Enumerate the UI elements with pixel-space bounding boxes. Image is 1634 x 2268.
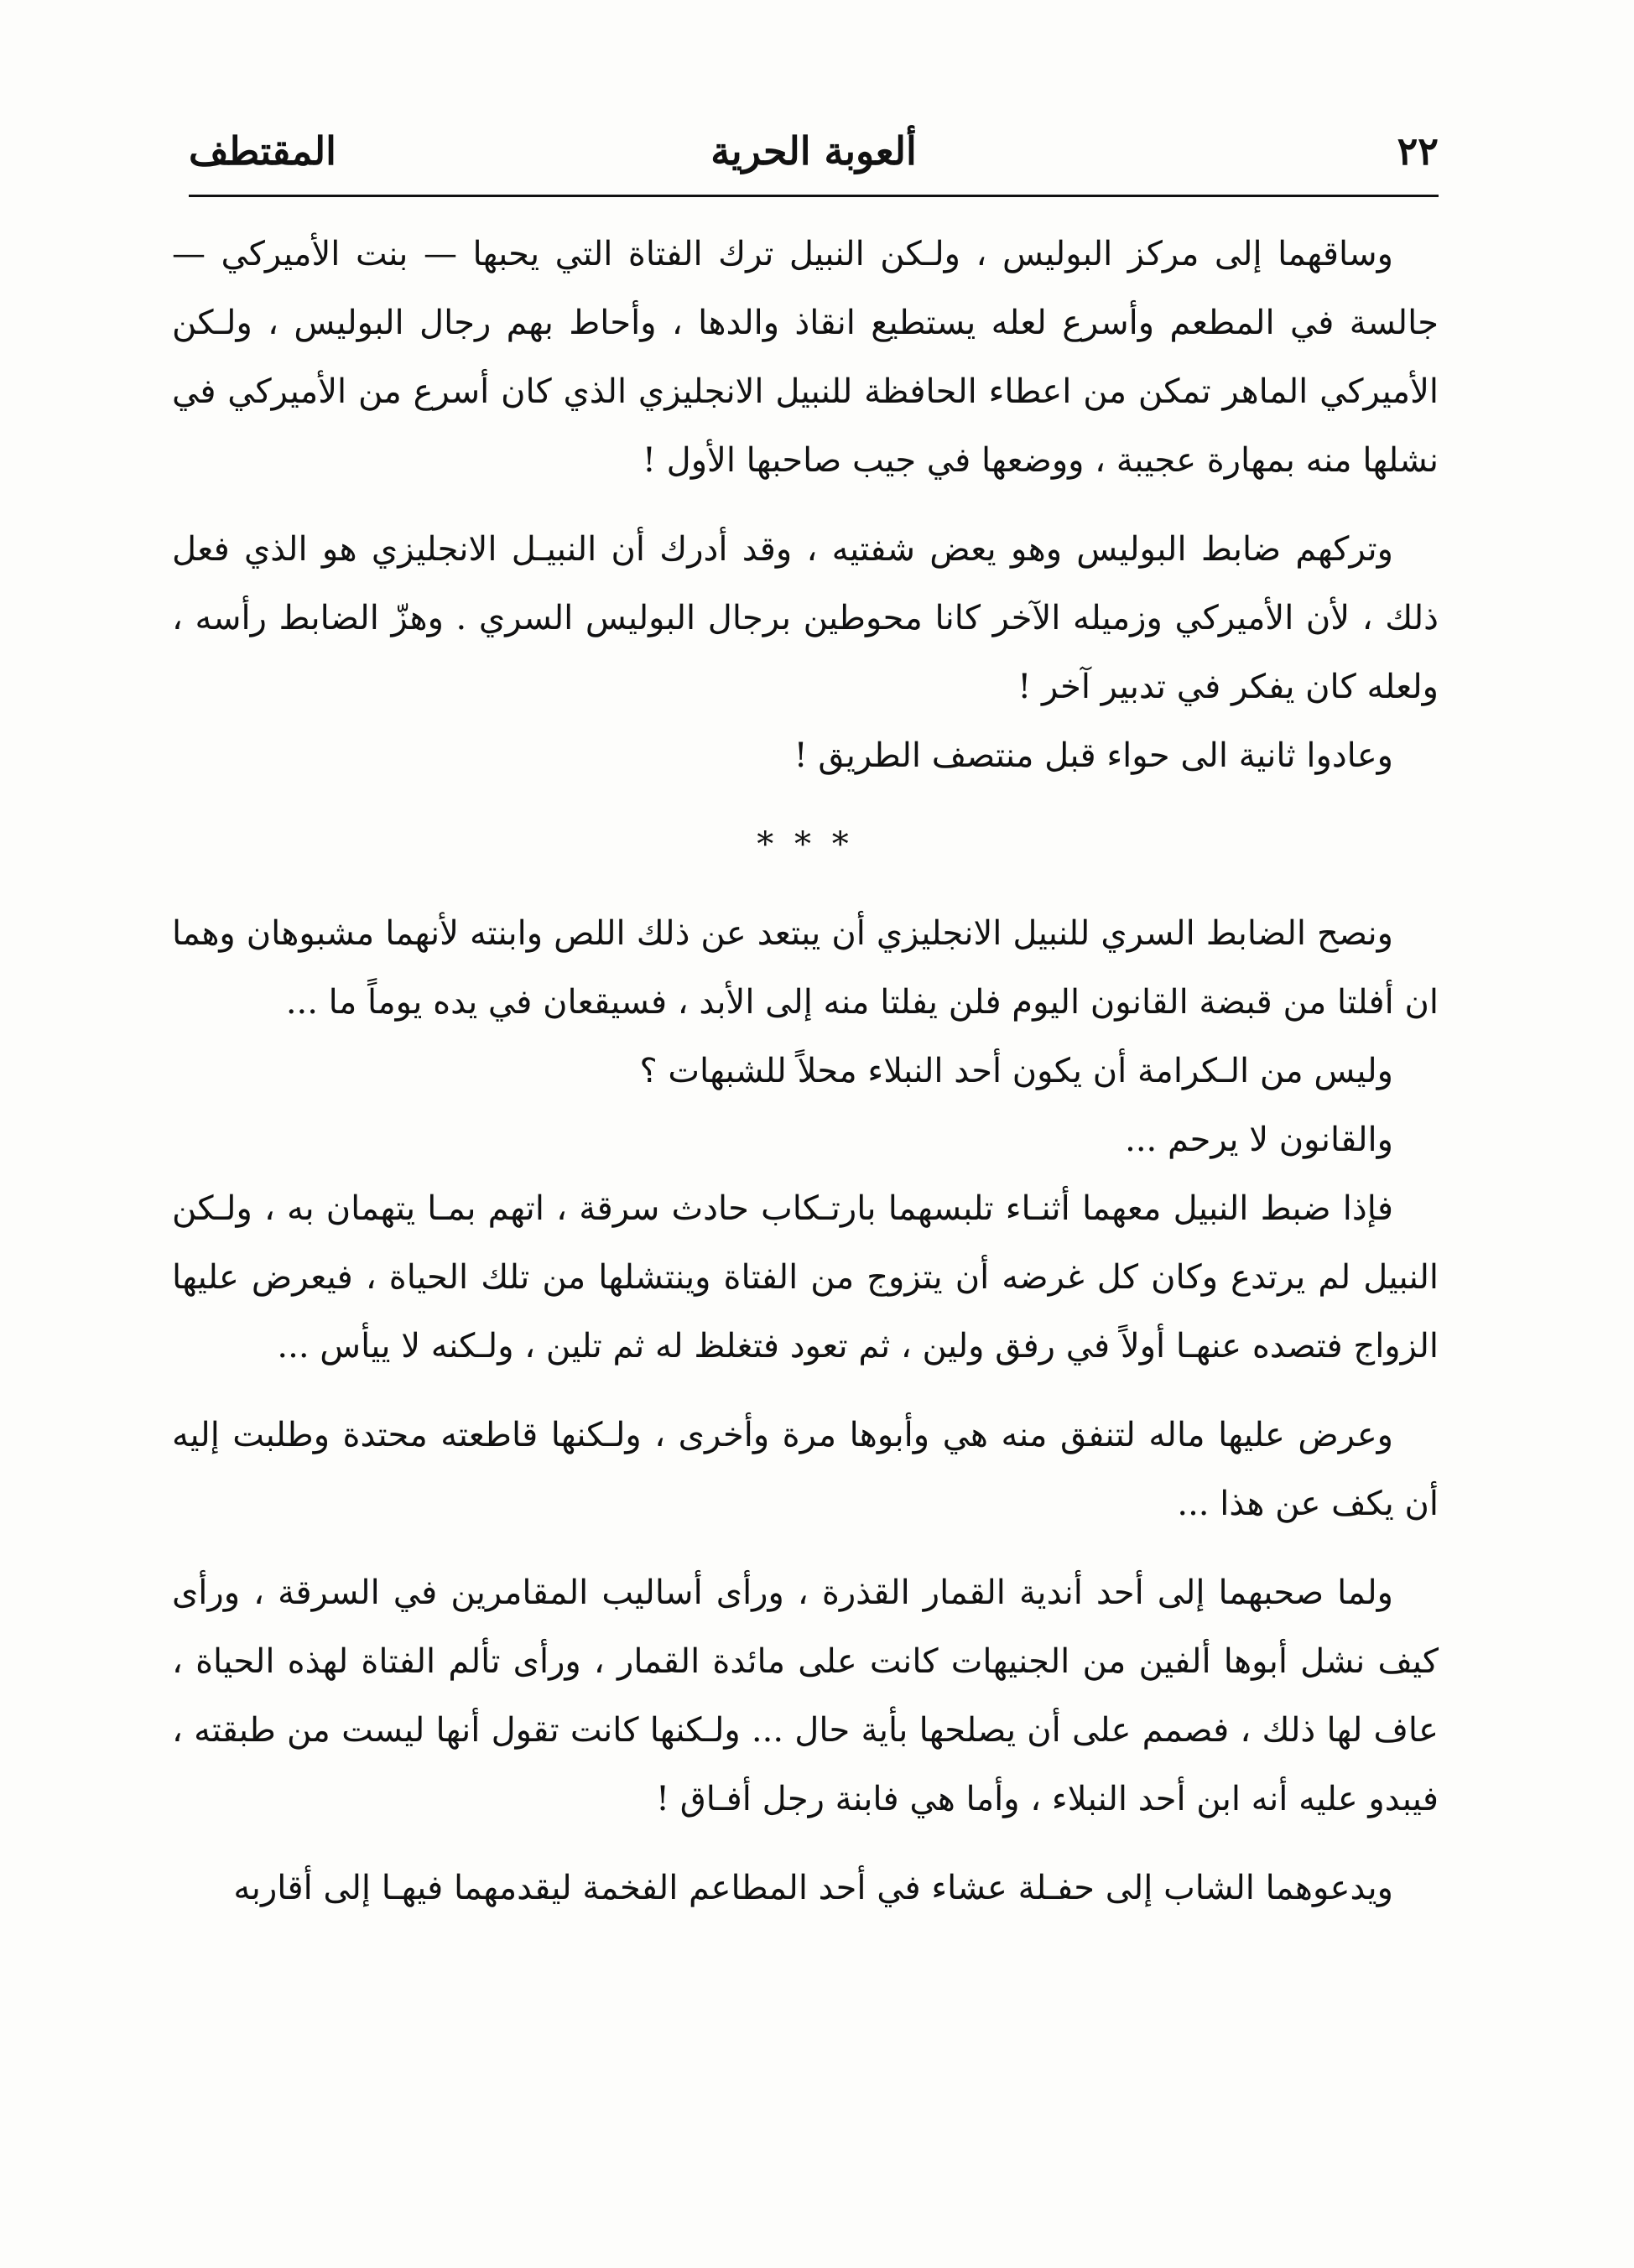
paragraph: وعادوا ثانية الى حواء قبل منتصف الطريق ! [794,736,1393,775]
paragraph: وتركهم ضابط البوليس وهو يعض شفتيه ، وقد أدرك أن النبيـل الانجليزي هو الذي فعل ذلك ، لأن الأميركي وزميله الآخر كانا محوطين برجال البوليس السري . وهزّ الضابط رأسه ، ولعله كان يفكر في تدبير آخر ! [172,530,1439,706]
running-title: ألعوبة الحرية [710,128,917,174]
paragraph: ونصح الضابط السري للنبيل الانجليزي أن يبتعد عن ذلك اللص وابنته لأنهما مشبوهان وهما ان أفلتا من قبضة القانون اليوم فلن يفلتا منه إلى الأبد ، فسيقعان في يده يوماً ما ... [172,914,1439,1022]
page-number: ٢٢ [1397,128,1439,174]
paragraph: وعرض عليها ماله لتنفق منه هي وأبوها مرة وأخرى ، ولـكنها قاطعته محتدة وطلبت إليه أن يكف عن هذا ... [172,1416,1439,1523]
paragraph: فإذا ضبط النبيل معهما أثنـاء تلبسهما بارتـكاب حادث سرقة ، اتهم بمـا يتهمان به ، ولـكن النبيل لم يرتدع وكان كل غرضه أن يتزوج من الفتاة وينتشلها من تلك الحياة ، فيعرض عليها الزواج فتصده عنهـا أولاً في رفق ولين ، ثم تعود فتغلظ له ثم تلين ، ولـكنه لا ييأس ... [172,1189,1439,1365]
paragraph: ويدعوهما الشاب إلى حفـلة عشاء في أحد المطاعم الفخمة ليقدمهما فيهـا إلى أقاربه [233,1869,1393,1907]
header-rule [189,195,1439,197]
section-separator: * * * [757,825,854,864]
paragraph: وليس من الـكرامة أن يكون أحد النبلاء محلاً للشبهات ؟ [639,1052,1393,1090]
paragraph: ولما صحبهما إلى أحد أندية القمار القذرة ، ورأى أساليب المقامرين في السرقة ، ورأى كيف نشل أبوها ألفين من الجنيهات كانت على مائدة القمار ، ورأى تألم الفتاة لهذه الحياة ، عاف لها ذلك ، فصمم على أن يصلحها بأية حال ... ولـكنها كانت تقول أنها ليست من طبقته ، فيبدو عليه أنه ابن أحد النبلاء ، وأما هي فابنة رجل أفـاق ! [172,1574,1439,1818]
page-header [189,117,1439,185]
article-body [172,220,1439,1922]
journal-name: المقتطف [189,128,336,174]
paragraph: والقانون لا يرحم ... [1125,1121,1393,1159]
paragraph: وساقهما إلى مركز البوليس ، ولـكن النبيل ترك الفتاة التي يحبها — بنت الأميركي — جالسة في المطعم وأسرع لعله يستطيع انقاذ والدها ، وأحاط بهم رجال البوليس ، ولـكن الأميركي الماهر تمكن من اعطاء الحافظة للنبيل الانجليزي الذي كان أسرع من الأميركي في نشلها منه بمهارة عجيبة ، ووضعها في جيب صاحبها الأول ! [172,235,1439,480]
